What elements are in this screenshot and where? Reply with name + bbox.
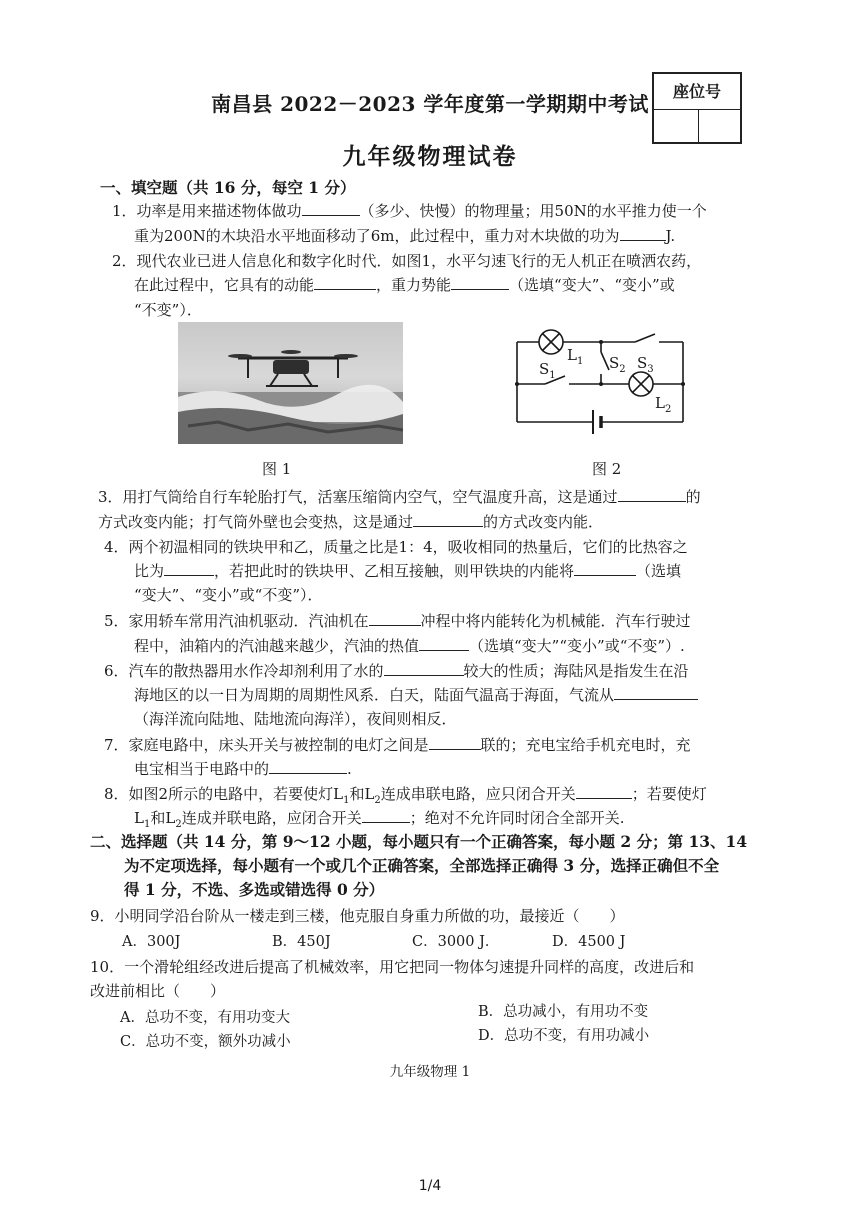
label-L1: $L_1$ (567, 346, 584, 367)
exam-title: 南昌县 2022－2023 学年度第一学期期中考试 (211, 92, 649, 116)
page-footer-label: 九年级物理 1 (389, 1064, 471, 1080)
q9-option-b: B．450J (272, 934, 331, 950)
q8-text: 连成并联电路，应闭合开关 (181, 809, 362, 827)
seat-number-label: 座位号 (654, 74, 740, 110)
subscript: 2 (175, 819, 182, 830)
q5-line1 (104, 608, 691, 634)
subscript: 2 (374, 795, 381, 806)
q8-text: 连成串联电路，应只闭合开关 (380, 785, 576, 803)
figure1-drone-photo (178, 322, 403, 444)
q4-line2 (134, 558, 681, 584)
section2-heading-line3: 得 1 分，不选、多选或错选得 0 分） (124, 880, 385, 899)
q10-stem-line1: 10．一个滑轮组经改进后提高了机械效率，用它把同一物体匀速提升同样的高度，改进后和 (90, 958, 695, 976)
q7-text: . (347, 760, 352, 778)
q1-line2 (134, 223, 675, 249)
q1-text: （多少、快慢）的物理量；用50N的水平推力使一个 (359, 202, 707, 220)
q5-text: 程中，油箱内的汽油越来越少，汽油的热值 (134, 637, 420, 655)
answer-blank (413, 512, 483, 527)
answer-blank (451, 275, 509, 290)
q7-text: 电宝相当于电路中的 (134, 760, 270, 778)
q7-text: 7．家庭电路中，床头开关与被控制的电灯之间是 (104, 736, 429, 754)
q6-line3: （海洋流向陆地、陆地流向海洋），夜间则相反． (134, 710, 457, 728)
q1-line1 (112, 198, 707, 224)
q6-line2 (134, 682, 698, 708)
answer-blank (269, 759, 347, 774)
q5-text: （选填“变大”“变小”或“不变”）. (469, 637, 685, 655)
answer-blank (384, 661, 464, 676)
q6-text: 6．汽车的散热器用水作冷却剂利用了水的 (104, 662, 384, 680)
label-S1: $S_1$ (539, 360, 556, 381)
q1-text: 1．功率是用来描述物体做功 (112, 202, 302, 220)
q8-text: ；绝对不允许同时闭合全部开关. (409, 809, 625, 827)
answer-blank (314, 275, 376, 290)
q2-line2 (134, 272, 675, 298)
q6-text: 海地区的以一日为周期的周期性风系．白天，陆面气温高于海面，气流从 (134, 686, 615, 704)
answer-blank (620, 226, 666, 241)
answer-blank (614, 685, 698, 700)
q10-option-c: C．总功不变，额外功减小 (120, 1034, 291, 1050)
q8-text: L (134, 809, 144, 827)
section2-heading-line2: 为不定项选择，每小题有一个或几个正确答案，全部选择正确得 3 分，选择正确但不全 (124, 856, 720, 875)
figure2-circuit-diagram (505, 322, 705, 444)
q4-text: ，若把此时的铁块甲、乙相互接触，则甲铁块的内能将 (214, 562, 575, 580)
section1-heading: 一、填空题（共 16 分，每空 1 分） (100, 178, 356, 197)
figure2-caption: 图 2 (592, 460, 622, 478)
q4-line3: “变大”、“变小”或“不变”）． (134, 586, 323, 604)
q2-text: （选填“变大”、“变小”或 (509, 276, 675, 294)
q6-line1 (104, 658, 689, 684)
q2-text: ，重力势能 (376, 276, 452, 294)
q8-text: 和L (150, 809, 176, 827)
figure1-caption: 图 1 (262, 460, 292, 478)
q1-text: 重为200N的木块沿水平地面移动了6m，此过程中，重力对木块做的功为 (134, 227, 620, 245)
label-S3: $S_3$ (637, 354, 654, 375)
q2-text: 在此过程中，它具有的动能 (134, 276, 315, 294)
answer-blank (429, 735, 481, 750)
q10-stem-line2: 改进前相比（ ） (90, 982, 226, 1000)
q2-line1: 2．现代农业已进人信息化和数字化时代．如图1，水平匀速飞行的无人机正在喷洒农药， (112, 252, 702, 270)
q10-option-b: B．总功减小，有用功不变 (478, 1004, 649, 1020)
answer-blank (164, 561, 214, 576)
q10-option-a: A．总功不变，有用功变大 (120, 1010, 290, 1026)
answer-blank (419, 636, 469, 651)
subscript: 1 (343, 795, 350, 806)
answer-blank (618, 487, 686, 502)
q1-text: J. (665, 227, 676, 245)
answer-blank (369, 611, 421, 626)
q9-option-a: A．300J (122, 934, 181, 950)
page-number: 1/4 (418, 1178, 442, 1194)
q4-line1: 4．两个初温相同的铁块甲和乙，质量之比是1：4，吸收相同的热量后，它们的比热容之 (104, 538, 688, 556)
q8-text: 和L (349, 785, 375, 803)
section2-heading-line1: 二、选择题（共 14 分，第 9～12 小题，每小题只有一个正确答案，每小题 2 分；第 13、14 (90, 832, 748, 851)
q7-text: 联的；充电宝给手机充电时，充 (480, 736, 691, 754)
q3-text: 方式改变内能；打气筒外壁也会变热，这是通过 (98, 513, 414, 531)
q6-text: 较大的性质；海陆风是指发生在沿 (463, 662, 689, 680)
label-S2: $S_2$ (609, 354, 626, 375)
subscript: 1 (143, 819, 151, 830)
q5-text: 5．家用轿车常用汽油机驱动．汽油机在 (104, 612, 369, 630)
exam-subtitle: 九年级物理试卷 (342, 143, 518, 170)
label-L2: $L_2$ (655, 394, 672, 415)
q7-line1 (104, 732, 691, 758)
q3-text: 的 (685, 488, 701, 506)
q5-text: 冲程中将内能转化为机械能．汽车行驶过 (420, 612, 691, 630)
q3-text: 3．用打气筒给自行车轮胎打气，活塞压缩筒内空气，空气温度升高，这是通过 (98, 488, 618, 506)
q9-option-c: C．3000 J． (412, 934, 500, 950)
seat-number-box (652, 72, 742, 144)
answer-blank (302, 201, 360, 216)
q3-text: 的方式改变内能． (483, 513, 604, 531)
q8-text: ；若要使灯 (631, 785, 707, 803)
q8-text: 8．如图2所示的电路中，若要使灯L (104, 785, 344, 803)
q2-line3: “不变”）． (134, 301, 202, 319)
q7-line2 (134, 756, 352, 782)
q9-stem: 9．小明同学沿台阶从一楼走到三楼，他克服自身重力所做的功，最接近（ ） (90, 907, 625, 925)
q10-option-d: D．总功不变，有用功减小 (478, 1028, 650, 1044)
answer-blank (362, 808, 410, 823)
q3-line1 (98, 484, 701, 510)
q3-line2 (98, 509, 603, 535)
answer-blank (576, 784, 632, 799)
q4-text: （选填 (636, 562, 682, 580)
q9-option-d: D．4500 J (552, 934, 626, 950)
q4-text: 比为 (134, 562, 165, 580)
answer-blank (574, 561, 636, 576)
q5-line2 (134, 633, 685, 659)
